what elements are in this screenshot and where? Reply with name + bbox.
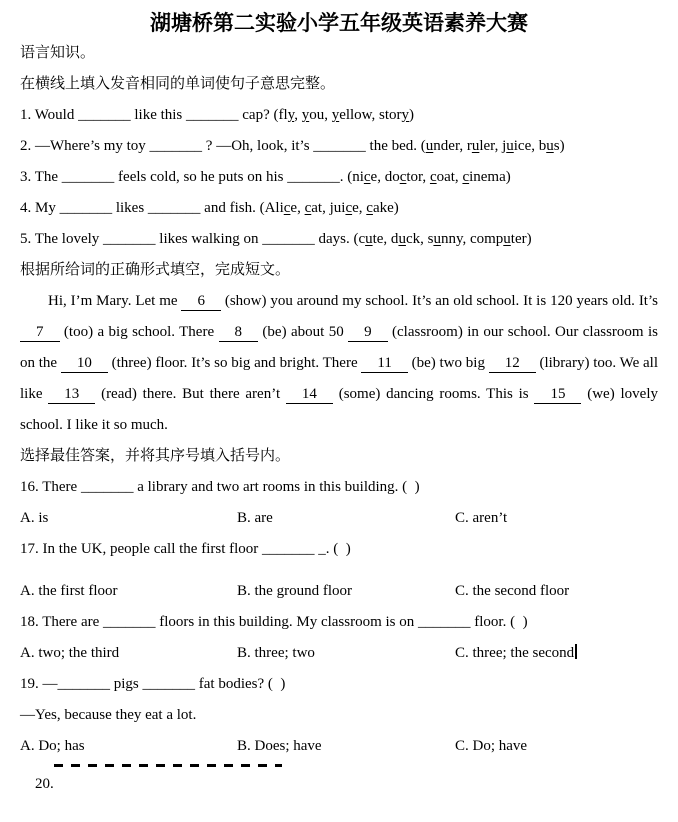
question-19: 19. —_______ pigs _______ fat bodies? ( ) xyxy=(20,676,286,692)
option-17-a: A. the first floor xyxy=(20,583,118,599)
option-16-b: B. are xyxy=(237,510,273,526)
numbered-blank-10: 10 xyxy=(61,355,108,373)
text-caret xyxy=(575,644,577,659)
option-16-a: A. is xyxy=(20,510,49,526)
option-18-a: A. two; the third xyxy=(20,645,120,661)
options-16 xyxy=(20,503,658,534)
option-19-b: B. Does; have xyxy=(237,738,322,754)
question-5: 5. The lovely _______ likes walking on _______ days. (cute, duck, sunny, computer) xyxy=(20,231,532,247)
numbered-blank-8: 8 xyxy=(219,324,259,342)
page-title: 湖塘桥第二实验小学五年级英语素养大赛 xyxy=(150,11,528,35)
numbered-blank-14: 14 xyxy=(286,386,333,404)
numbered-blank-12: 12 xyxy=(489,355,536,373)
option-18-c xyxy=(455,638,658,669)
question-3: 3. The _______ feels cold, so he puts on his _______. (nice, doctor, coat, cinema) xyxy=(20,169,511,185)
options-17 xyxy=(20,576,658,607)
question-19-answer-line: —Yes, because they eat a lot. xyxy=(20,707,197,723)
option-16-c: C. aren’t xyxy=(455,510,508,526)
option-19-c: C. Do; have xyxy=(455,738,528,754)
question-16: 16. There _______ a library and two art rooms in this building. ( ) xyxy=(20,479,420,495)
question-2: 2. —Where’s my toy _______ ? —Oh, look, it’s _______ the bed. (under, ruler, juice, bus) xyxy=(20,138,565,154)
option-17-b: B. the ground floor xyxy=(237,583,352,599)
numbered-blank-6: 6 xyxy=(181,293,221,311)
numbered-blank-13: 13 xyxy=(48,386,95,404)
numbered-blank-7: 7 xyxy=(20,324,60,342)
option-19-a: A. Do; has xyxy=(20,738,85,754)
cloze-passage: Hi, I’m Mary. Let me 6 (show) you around my school. It’s an old school. It is 120 years old. It’s7 (too) a big school. There 8 (be) about 50 9 (classroom) in our school. Our classroom is on the 10 (three) floor. It’s so big and bright. There 11 (be) two big 12 (library) too. We all like 13 (read) there. But there aren’t 14 (some) dancing rooms. This is 15 (we) lovely school. I like it so much. xyxy=(20,293,658,433)
section3-instruction: 选择最佳答案，并将其序号填入括号内。 xyxy=(20,448,291,464)
option-18-b: B. three; two xyxy=(237,645,315,661)
section2-instruction: 根据所给词的正确形式填空，完成短文。 xyxy=(20,262,291,278)
clipped-line-20 xyxy=(20,762,658,792)
options-19 xyxy=(20,731,658,762)
clipped-line-20-number: 20. xyxy=(35,776,54,792)
question-17: 17. In the UK, people call the first floor _______ _. ( ) xyxy=(20,541,351,557)
option-18-c-label: C. three; the second xyxy=(455,645,575,661)
question-18: 18. There are _______ floors in this building. My classroom is on _______ floor. ( ) xyxy=(20,614,528,630)
question-4: 4. My _______ likes _______ and fish. (Alice, cat, juice, cake) xyxy=(20,200,399,216)
section1-instruction: 在横线上填入发音相同的单词使句子意思完整。 xyxy=(20,76,336,92)
options-18 xyxy=(20,638,658,669)
numbered-blank-9: 9 xyxy=(348,324,388,342)
numbered-blank-15: 15 xyxy=(534,386,581,404)
numbered-blank-11: 11 xyxy=(361,355,407,373)
question-1: 1. Would _______ like this _______ cap? (fly, you, yellow, story) xyxy=(20,107,415,123)
section1-header: 语言知识。 xyxy=(20,45,96,61)
clipped-text-fragment xyxy=(54,764,282,767)
option-17-c: C. the second floor xyxy=(455,583,570,599)
